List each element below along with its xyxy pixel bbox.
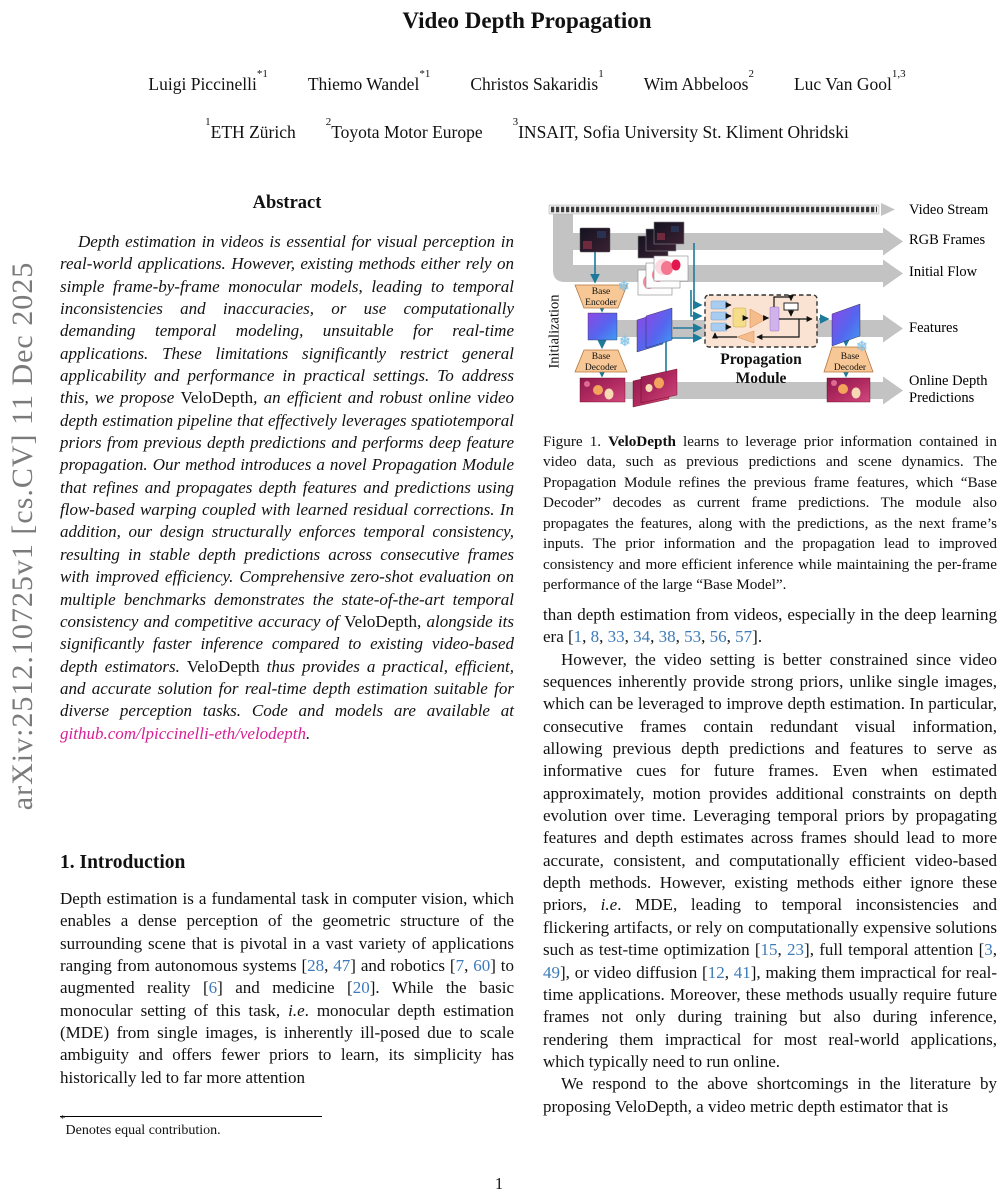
text-segment: , xyxy=(582,627,591,647)
text-segment: ]. xyxy=(752,627,763,647)
affiliation: $^1$ETH Zürich xyxy=(205,116,296,142)
figure-caption xyxy=(543,432,997,596)
text-segment: i.e xyxy=(600,895,618,915)
citation[interactable]: 7 xyxy=(455,956,465,976)
label-propagation-module: Propagation Module xyxy=(720,351,802,387)
affiliation: $^2$Toyota Motor Europe xyxy=(325,116,483,142)
text-segment: , xyxy=(777,940,788,960)
text-segment: ], full temporal attention [ xyxy=(804,940,985,960)
text-segment: Figure 1. xyxy=(543,433,609,450)
label-features: Features xyxy=(909,320,959,336)
text-segment: VeloDepth xyxy=(186,656,260,676)
arxiv-sidebar-label: arXiv:2512.10725v1 [cs.CV] 11 Dec 2025 xyxy=(6,261,39,811)
citation[interactable]: 38 xyxy=(658,627,676,647)
author: Thiemo Wandel$^{*1}$ xyxy=(307,68,431,94)
text-segment: However, the video setting is better constrained since video sequences inherently provide strong priors, unlike single images, which can be leveraged to improve depth estimation. In particular, consecutive frames contain redundant visual information, allowing previous depth predictions and features to serve as informative cues for future frames. Even when estimated approximately, motion provides additional constraints on depth evolution over time. Leveraging temporal priors by propagating features and depth estimates across frames should lead to more accurate, consistent, and computationally efficient video-based depth methods. However, existing methods either ignore these priors, xyxy=(543,649,997,915)
citation[interactable]: 23 xyxy=(787,940,805,960)
section-heading: 1. Introduction xyxy=(60,852,186,873)
footnote-rule xyxy=(60,1116,322,1117)
citation[interactable]: 1 xyxy=(573,627,583,647)
text-segment: , an efficient and robust online video depth estimation pipeline that effectively leverages spatiotemporal priors from previous depth predictions and performs deep feature propagation. Our method introduces a novel Propagation Module that refines and propagates depth features and predictions using flow-based warping coupled with learned residual corrections. In addition, our design structurally enforces temporal consistency, resulting in stable depth predictions across consecutive frames with improved efficiency. Comprehensive zero-shot evaluation on multiple benchmarks demonstrates the state-of-the-art temporal consistency and competitive accuracy of xyxy=(60,388,515,631)
text-segment: ] and robotics [ xyxy=(350,956,456,976)
text-segment: thus provides a practical, efficient, and accurate solution for real-time depth estimation suitable for diverse perception tasks. Code and models are available at xyxy=(60,656,514,721)
text-segment: learns to leverage prior information contained in video data, such as previous predictions and scene dynamics. The Propagation Module refines the previous frame features, which “Base Decoder” decodes as current frame predictions. The module also propagates the features, along with the predictions, as the next frame’s inputs. The prior information and the propagation lead to improved consistency and more efficient inference while maintaining the per-frame performance of the large “Base Model”. xyxy=(543,433,997,594)
citation[interactable]: 12 xyxy=(707,962,725,982)
label-initialization: Initialization xyxy=(546,294,563,369)
label-base-decoder-left: Base Decoder xyxy=(584,352,618,373)
citation[interactable]: 34 xyxy=(633,627,651,647)
citation[interactable]: 60 xyxy=(473,956,491,976)
text-segment: , xyxy=(650,627,659,647)
author: Christos Sakaridis$^1$ xyxy=(470,68,604,94)
citation[interactable]: 6 xyxy=(208,978,218,998)
citation[interactable]: 3 xyxy=(984,940,993,960)
label-base-encoder: Base Encoder xyxy=(585,287,617,308)
flow-thumbnails xyxy=(638,256,688,295)
figure-diagram xyxy=(543,195,996,423)
body-paragraph xyxy=(543,649,997,1074)
text-segment: We respond to the above shortcomings in the literature by proposing VeloDepth, a video metric depth estimator that is xyxy=(543,1074,997,1116)
citation[interactable]: 20 xyxy=(352,978,370,998)
text-segment: ], or video diffusion [ xyxy=(560,962,708,982)
text-segment: , xyxy=(726,627,736,647)
text-segment: ] and medicine [ xyxy=(217,978,353,998)
citation[interactable]: 53 xyxy=(684,627,702,647)
snowflake-icon: ❄ xyxy=(618,280,630,295)
citation[interactable]: 33 xyxy=(607,627,625,647)
figure-1 xyxy=(543,195,997,596)
paper-header xyxy=(58,8,996,143)
author: Wim Abbeloos$^2$ xyxy=(643,68,754,94)
footnote xyxy=(60,1113,514,1139)
text-segment: VeloDepth xyxy=(180,388,254,408)
citation[interactable]: 47 xyxy=(333,956,351,976)
abstract-section xyxy=(60,193,514,745)
text-segment: , xyxy=(324,956,334,976)
page-title: Video Depth Propagation xyxy=(402,8,652,33)
body-paragraph xyxy=(543,604,997,649)
author: Luigi Piccinelli$^{*1}$ xyxy=(148,68,268,94)
footnote-marker: * xyxy=(60,1113,66,1126)
label-base-decoder-right: Base Decoder xyxy=(833,352,867,373)
text-segment: VeloDepth xyxy=(608,433,676,450)
video-stream-strip xyxy=(549,203,895,216)
citation[interactable]: 15 xyxy=(760,940,778,960)
text-segment: ], making them impractical for real-time applications. Moreover, these methods usually require future frames not only during training but also during inference, rendering them impractical for most real-world applications, which typically need to run online. xyxy=(543,962,997,1071)
label-initial-flow: Initial Flow xyxy=(909,264,978,280)
propagation-module-box xyxy=(705,295,817,347)
citation[interactable]: 8 xyxy=(590,627,600,647)
text-segment: i.e xyxy=(288,1000,305,1020)
page-number: 1 xyxy=(494,1174,504,1193)
citation[interactable]: 57 xyxy=(735,627,753,647)
label-online-depth-predictions: Online Depth Predictions xyxy=(909,373,988,406)
label-video-stream: Video Stream xyxy=(909,202,989,218)
abstract-text xyxy=(60,231,514,745)
label-rgb-frames: RGB Frames xyxy=(909,232,986,248)
introduction-text xyxy=(60,888,514,1089)
text-segment: Depth estimation in videos is essential for visual perception in real-world applications. However, existing methods either rely on simple frame-by-frame monocular models, leading to temporal inconsistencies and inaccuracies, or use computationally demanding temporal modeling, unsuitable for real-time applications. These limitations significantly restrict general applicability and performance in practical settings. To address this, we propose xyxy=(60,232,514,408)
affiliation: $^3$INSAIT, Sofia University St. Kliment Ohridski xyxy=(512,116,849,142)
text-segment: , xyxy=(624,627,634,647)
text-segment: VeloDepth xyxy=(344,611,417,631)
text-segment: Depth estimation is a fundamental task in computer vision, which enables a dense perception of the geometric structure of the surrounding scene that is pivotal in a vast variety of applications ranging from autonomous systems [ xyxy=(60,889,514,976)
snowflake-icon: ❄ xyxy=(619,335,631,350)
text-segment: . xyxy=(305,723,311,743)
body-paragraph xyxy=(543,1073,997,1118)
text-segment: than depth estimation from videos, especially in the deep learning era [ xyxy=(543,605,997,647)
abstract-heading: Abstract xyxy=(252,193,322,213)
right-column-body xyxy=(543,604,997,1118)
citation[interactable]: 28 xyxy=(307,956,325,976)
citation[interactable]: 41 xyxy=(733,962,751,982)
inline-link[interactable]: github.com/lpiccinelli-eth/velodepth xyxy=(60,723,306,743)
introduction-section xyxy=(60,852,514,1089)
text-segment: , xyxy=(701,627,710,647)
citation[interactable]: 49 xyxy=(543,962,560,982)
author: Luc Van Gool$^{1,3}$ xyxy=(793,68,906,94)
footnote-text: Denotes equal contribution. xyxy=(65,1123,221,1138)
author-list xyxy=(58,68,996,95)
text-segment: ]. While the basic monocular setting of this task, xyxy=(60,978,514,1020)
text-segment: , xyxy=(599,627,608,647)
citation[interactable]: 56 xyxy=(709,627,727,647)
text-segment: , xyxy=(464,956,474,976)
text-segment: . MDE, leading to temporal inconsistencies and flickering artifacts, or rely on computationally expensive solutions such as test-time optimization [ xyxy=(543,895,997,960)
text-segment: , xyxy=(724,962,734,982)
affiliation-list xyxy=(58,116,996,143)
text-segment: . monocular depth estimation (MDE) from single images, is inherently ill-posed due to scale ambiguity and offers fewer priors to learn, its simplicity has historically led to far more attention xyxy=(60,1000,514,1087)
text-segment: , xyxy=(992,940,997,960)
text-segment: ] to augmented reality [ xyxy=(60,956,515,998)
snowflake-icon: ❄ xyxy=(856,340,868,355)
text-segment: , xyxy=(675,627,685,647)
text-segment: , alongside its significantly faster inference compared to existing video-based depth estimators. xyxy=(60,611,514,676)
